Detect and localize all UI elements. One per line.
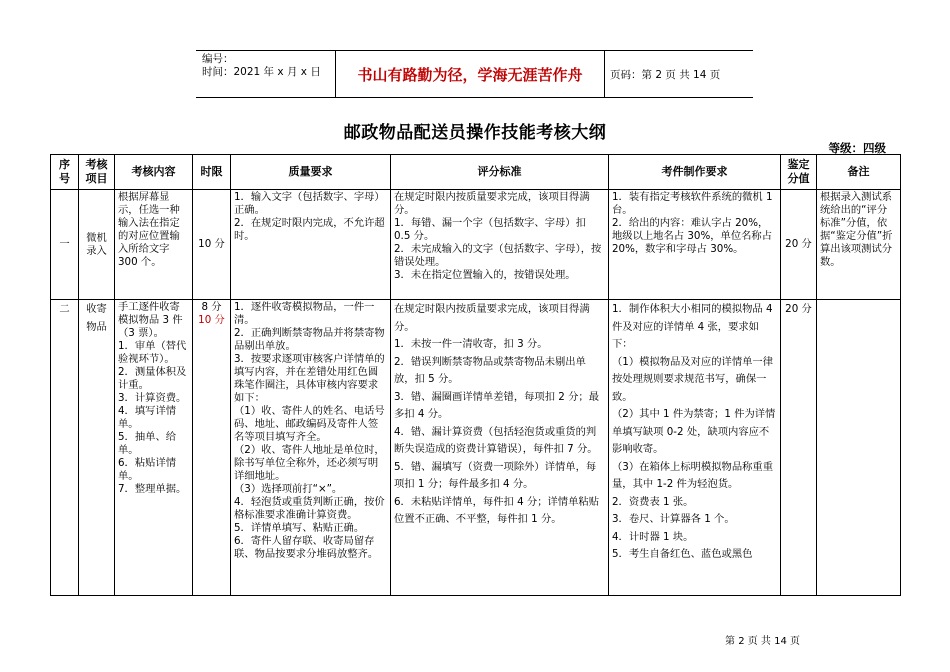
prep-line: （2）其中 1 件为禁寄；1 件为详情单填写缺项 0-2 处，缺项内容应不影响收寄。: [612, 408, 776, 455]
table-header-row: [51, 155, 901, 190]
scoring-cell: [391, 190, 609, 300]
col-header: 评分标准: [391, 155, 609, 190]
quality-cell: [231, 300, 391, 596]
header-motto: 书山有路勤为径，学海无涯苦作舟: [336, 51, 605, 97]
prep-line: 4．计时器 1 块。: [612, 530, 694, 543]
quality-line: （1）收、寄件人的姓名、电话号码、地址、邮政编码及寄件人签名等项目填写齐全。: [234, 405, 385, 443]
content-line: 3．计算资费。: [118, 392, 187, 404]
scoring-line: 3．未在指定位置输入的，按错误处理。: [394, 269, 576, 281]
scoring-line: 1．每错、漏一个字（包括数字、字母）扣 0.5 分。: [394, 217, 586, 242]
content-line: 2．测量体积及计重。: [118, 366, 187, 391]
scoring-line: 6．未粘贴详情单，每件扣 4 分；详情单粘贴位置不正确、不平整，每件扣 1 分。: [394, 495, 599, 525]
quality-line: 1．输入文字（包括数字、字母）正确。: [234, 191, 385, 216]
prep-line: 2．资费表 1 张。: [612, 495, 694, 508]
time-value: 8 分: [201, 301, 222, 313]
quality-line: 2．在规定时限内完成，不允许超时。: [234, 217, 385, 242]
header-meta: [196, 51, 336, 97]
prep-line: 1．装有指定考核软件系统的微机 1 台。: [612, 191, 773, 216]
table-row: [51, 190, 901, 300]
document-header: [196, 50, 753, 98]
header-page: 页码：第 2 页 共 14 页: [610, 68, 721, 81]
remark-cell: [817, 300, 901, 596]
page-footer: 第 2 页 共 14 页: [725, 636, 800, 647]
score-cell: 20 分: [781, 190, 817, 300]
quality-line: 4．轻泡货或重货判断正确，按价格标准要求准确计算资费。: [234, 496, 385, 521]
content-line: 1．审单（替代验视环节）。: [118, 340, 187, 365]
quality-line: 3．按要求逐项审核客户详情单的填写内容，并在差错处用红色圆珠笔作圈注，具体审核内容要求如下：: [234, 353, 385, 404]
col-header: 考核内容: [115, 155, 193, 190]
content-line: 6．粘贴详情单。: [118, 457, 177, 482]
prep-line: 1．制作体积大小相同的模拟物品 4 件及对应的详情单 4 张，要求如下：: [612, 303, 773, 350]
content-line: 根据屏幕显示，任选一种输入法在指定的对应位置输入所给文字 300 个。: [118, 191, 180, 268]
quality-cell: [231, 190, 391, 300]
scoring-cell: [391, 300, 609, 596]
content-cell: [115, 300, 193, 596]
scoring-line: 4．错、漏计算资费（包括轻泡货或重货的判断失误造成的资费计算错误），每件扣 7 分。: [394, 425, 598, 455]
col-header: 序号: [51, 155, 79, 190]
table-row: [51, 300, 901, 596]
scoring-line: 1．未按一件一清收寄，扣 3 分。: [394, 338, 548, 350]
col-header: 考件制作要求: [609, 155, 781, 190]
time-cell: 10 分: [193, 190, 231, 300]
scoring-line: 3．错、漏圈画详情单差错，每项扣 2 分；最多扣 4 分。: [394, 390, 599, 420]
code-label: 编号：: [202, 53, 234, 65]
assessment-table: [50, 154, 901, 596]
quality-line: 6．寄件人留存联、收寄局留存联、物品按要求分堆码放整齐。: [234, 535, 379, 560]
prep-cell: [609, 190, 781, 300]
quality-line: 5．详情单填写、粘贴正确。: [234, 522, 365, 534]
scoring-line: 在规定时限内按质量要求完成，该项目得满分。: [394, 191, 590, 216]
col-header: 鉴定分值: [781, 155, 817, 190]
quality-line: 1．逐件收寄模拟物品，一件一清。: [234, 301, 375, 326]
score-cell: 20 分: [781, 300, 817, 596]
col-header: 考核项目: [79, 155, 115, 190]
item-cell: 收寄物品: [79, 300, 115, 596]
content-line: 5．抽单、给单。: [118, 431, 177, 456]
scoring-line: 在规定时限内按质量要求完成，该项目得满分。: [394, 303, 590, 333]
scoring-line: 5．错、漏填写（资费一项除外）详情单，每项扣 1 分；每件最多扣 4 分。: [394, 460, 597, 490]
prep-line: 3．卷尺、计算器各 1 个。: [612, 513, 735, 525]
content-cell: [115, 190, 193, 300]
time-cell: [193, 300, 231, 596]
page-title: 邮政物品配送员操作技能考核大纲: [343, 123, 607, 143]
remark-line: 根据录入测试系统给出的“评分标准”分值，依据“鉴定分值”折算出该项测试分数。: [820, 191, 893, 268]
content-line: 4．填写详情单。: [118, 405, 177, 430]
seq-cell: 一: [51, 190, 79, 300]
grade-label: 等级：四级: [828, 141, 886, 155]
content-line: 手工逐件收寄模拟物品 3 件（3 票）。: [118, 301, 183, 339]
scoring-line: 2．错误判断禁寄物品或禁寄物品未剔出单放，扣 5 分。: [394, 355, 586, 385]
item-cell: 微机录入: [79, 190, 115, 300]
prep-line: （1）模拟物品及对应的详情单一律按处理规则要求规范书写，确保一致。: [612, 355, 774, 403]
prep-line: （3）在箱体上标明模拟物品称重重量，其中 1-2 件为轻泡货。: [612, 460, 774, 490]
prep-line: 2．给出的内容：难认字占 20%，地级以上地名占 30%，单位名称占 20%，数字和字母占 30%。: [612, 217, 773, 255]
prep-cell: [609, 300, 781, 596]
quality-line: 2．正确判断禁寄物品并将禁寄物品剔出单放。: [234, 327, 385, 352]
seq-cell: 二: [51, 300, 79, 596]
time-label: 时间：2021 年 x 月 x 日: [202, 66, 321, 78]
time-value-red: 10 分: [198, 314, 225, 326]
col-header: 备注: [817, 155, 901, 190]
quality-line: （3）选择项前打“×”。: [234, 483, 343, 495]
content-line: 7．整理单据。: [118, 483, 187, 495]
prep-line: 5．考生自备红色、蓝色或黑色: [612, 548, 753, 560]
col-header: 质量要求: [231, 155, 391, 190]
remark-cell: [817, 190, 901, 300]
scoring-line: 2．未完成输入的文字（包括数字、字母），按错误处理。: [394, 243, 602, 268]
quality-line: （2）收、寄件人地址是单位时，除书写单位全称外，还必须写明详细地址。: [234, 444, 385, 482]
col-header: 时限: [193, 155, 231, 190]
